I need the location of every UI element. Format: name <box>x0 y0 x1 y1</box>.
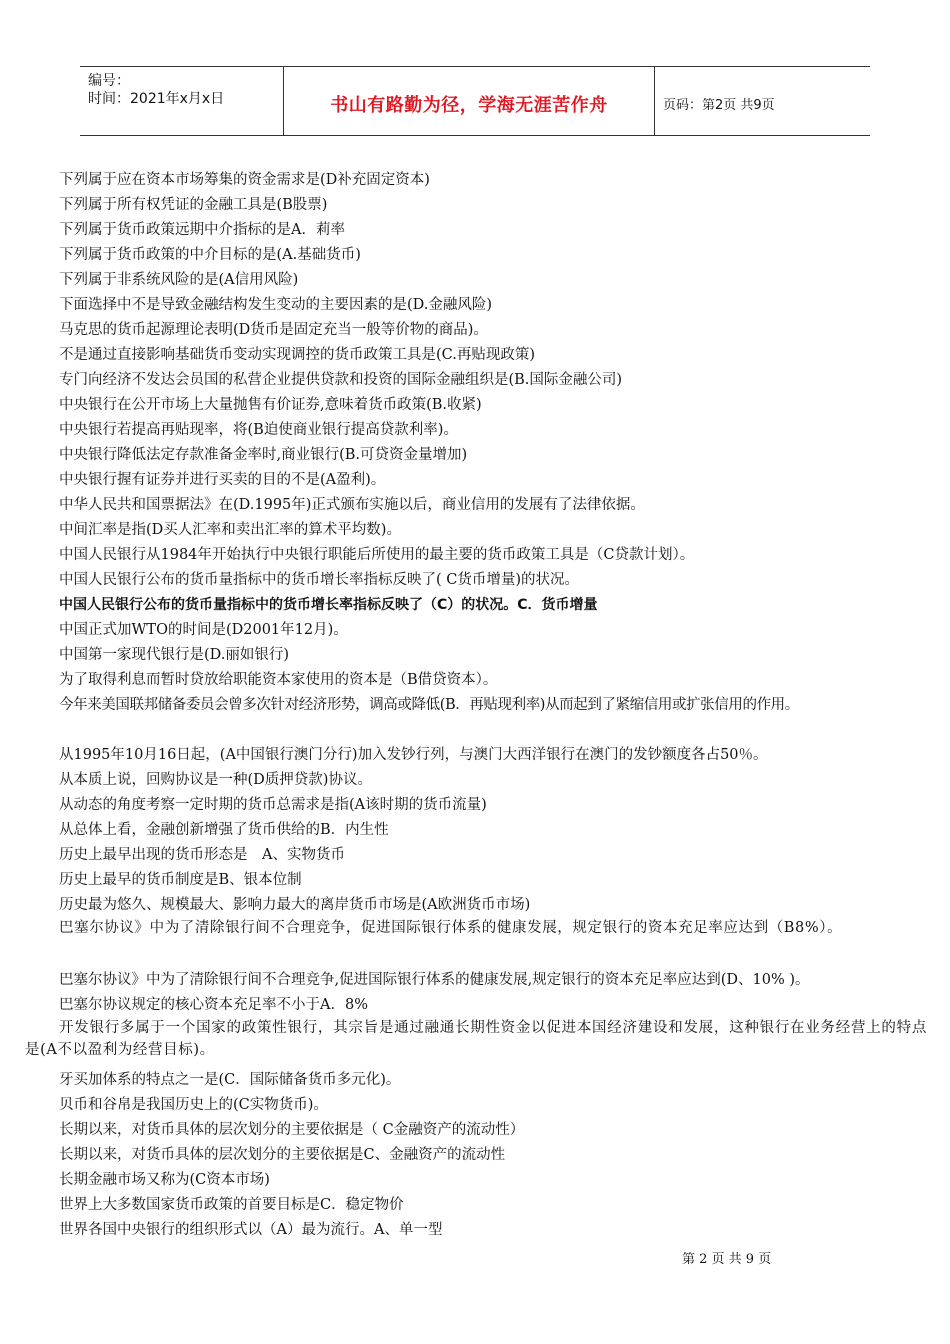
text-line: 牙买加体系的特点之一是(C．国际储备货币多元化)。 <box>59 1072 401 1088</box>
text-line: 巴塞尔协议》中为了清除银行间不合理竞争,促进国际银行体系的健康发展,规定银行的资本充足率应达到(D、10% )。 <box>59 972 810 988</box>
text-line-bold: 中国人民银行公布的货币量指标中的货币增长率指标反映了（C）的状况。C．货币增量 <box>59 597 598 613</box>
text-line: 下列属于应在资本市场筹集的资金需求是(D补充固定资本) <box>59 172 430 188</box>
text-paragraph: 开发银行多属于一个国家的政策性银行，其宗旨是通过融通长期性资金以促进本国经济建设和发展，这种银行在业务经营上的特点是(A不以盈利为经营目标)。 <box>25 1020 927 1058</box>
document-date-label: 时间：2021年x月x日 <box>88 91 225 107</box>
text-line: 从1995年10月16日起，(A中国银行澳门分行)加入发钞行列，与澳门大西洋银行在澳门的发钞额度各占50％。 <box>59 747 768 763</box>
text-line: 不是通过直接影响基础货币变动实现调控的货币政策工具是(C.再贴现政策) <box>59 347 535 363</box>
text-line: 下列属于货币政策远期中介指标的是A．莉率 <box>59 222 345 238</box>
text-line: 从本质上说，回购协议是一种(D质押贷款)协议。 <box>59 772 372 788</box>
text-line: 历史最为悠久、规模最大、影响力最大的离岸货币市场是(A欧洲货币市场) <box>59 897 531 913</box>
text-line: 中国正式加WTO的时间是(D2001年12月)。 <box>59 622 348 638</box>
text-line: 长期以来，对货币具体的层次划分的主要依据是（ C金融资产的流动性） <box>59 1122 525 1138</box>
text-line: 历史上最早出现的货币形态是 A、实物货币 <box>59 847 345 863</box>
text-line: 巴塞尔协议规定的核心资本充足率不小于A．8% <box>59 997 368 1013</box>
text-line: 中华人民共和国票据法》在(D.1995年)正式颁布实施以后，商业信用的发展有了法律依据。 <box>59 497 645 513</box>
text-line: 下面选择中不是导致金融结构发生变动的主要因素的是(D.金融风险) <box>59 297 493 313</box>
text-line: 历史上最早的货币制度是B、银本位制 <box>59 872 302 888</box>
header-motto: 书山有路勤为径，学海无涯苦作舟 <box>330 95 608 116</box>
text-line: 中国第一家现代银行是(D.丽如银行) <box>59 647 290 663</box>
text-line: 世界上大多数国家货币政策的首要目标是C．稳定物价 <box>59 1197 404 1213</box>
text-line: 中国人民银行从1984年开始执行中央银行职能后所使用的最主要的货币政策工具是（C贷款计划）。 <box>59 547 695 563</box>
text-line: 中央银行在公开市场上大量抛售有价证券,意味着货币政策(B.收紧) <box>59 397 482 413</box>
text-line: 从动态的角度考察一定时期的货币总需求是指(A该时期的货币流量) <box>59 797 487 813</box>
document-number-label: 编号： <box>88 73 130 89</box>
text-line: 今年来美国联邦储备委员会曾多次针对经济形势，调高或降低(B．再贴现利率)从而起到了紧缩信用或扩张信用的作用。 <box>59 697 799 713</box>
text-line: 中国人民银行公布的货币量指标中的货币增长率指标反映了( C货币增量)的状况。 <box>59 572 580 588</box>
text-line: 世界各国中央银行的组织形式以（A）最为流行。A、单一型 <box>59 1222 443 1238</box>
page-footer: 第 2 页 共 9 页 <box>682 1252 772 1267</box>
text-line: 长期金融市场又称为(C资本市场) <box>59 1172 270 1188</box>
text-line: 从总体上看，金融创新增强了货币供给的B．内生性 <box>59 822 389 838</box>
text-line: 中央银行若提高再贴现率，将(B迫使商业银行提高贷款利率)。 <box>59 422 458 438</box>
text-line: 为了取得利息而暂时贷放给职能资本家使用的资本是（B借贷资本）。 <box>59 672 498 688</box>
text-line: 下列属于货币政策的中介目标的是(A.基础货币) <box>59 247 361 263</box>
text-line: 中央银行握有证券并进行买卖的目的不是(A盈利)。 <box>59 472 386 488</box>
header-page-number: 页码：第2页 共9页 <box>663 98 775 113</box>
text-line: 中央银行降低法定存款准备金率时,商业银行(B.可贷资金量增加) <box>59 447 468 463</box>
text-line: 马克思的货币起源理论表明(D货币是固定充当一般等价物的商品)。 <box>59 322 488 338</box>
text-line: 贝币和谷帛是我国历史上的(C实物货币)。 <box>59 1097 328 1113</box>
text-line: 长期以来，对货币具体的层次划分的主要依据是C、金融资产的流动性 <box>59 1147 506 1163</box>
text-line: 下列属于所有权凭证的金融工具是(B股票) <box>59 197 328 213</box>
text-paragraph: 巴塞尔协议》中为了清除银行间不合理竞争，促进国际银行体系的健康发展，规定银行的资本充足率应达到（B8%）。 <box>59 920 843 936</box>
text-line: 中间汇率是指(D买人汇率和卖出汇率的算术平均数)。 <box>59 522 401 538</box>
text-line: 专门向经济不发达会员国的私营企业提供贷款和投资的国际金融组织是(B.国际金融公司) <box>59 372 623 388</box>
text-line: 下列属于非系统风险的是(A信用风险) <box>59 272 299 288</box>
